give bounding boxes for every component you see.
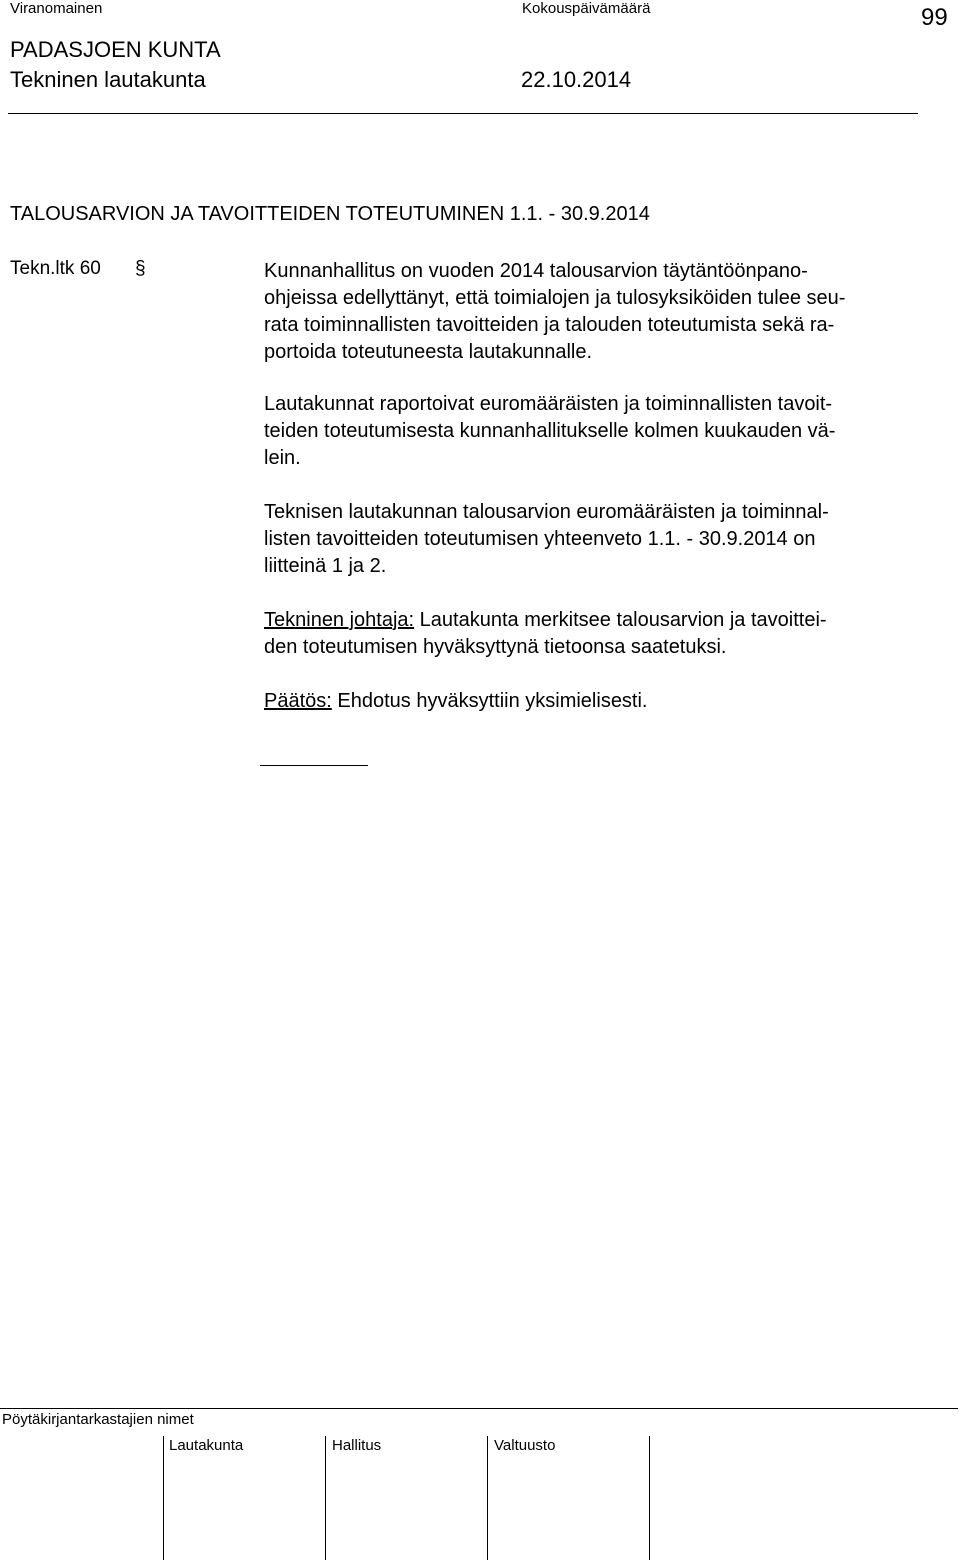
authority-label: Viranomainen	[10, 0, 103, 17]
footer-divider	[163, 1436, 164, 1560]
paragraph-line: ohjeissa edellyttänyt, että toimialojen ja tulosyksiköiden tulee seu-	[264, 287, 846, 309]
paragraph-2	[264, 391, 936, 472]
reviewers-label: Pöytäkirjantarkastajien nimet	[2, 1411, 194, 1428]
paragraph-1	[264, 258, 936, 366]
paragraph-line: liitteinä 1 ja 2.	[264, 555, 387, 577]
footer-col-lautakunta: Lautakunta	[169, 1437, 244, 1454]
footer-col-hallitus: Hallitus	[332, 1437, 382, 1454]
paragraph-line: Lautakunnat raportoivat euromääräisten ja toiminnallisten tavoit-	[264, 393, 833, 415]
paragraph-line: den toteutumisen hyväksyttynä tietoonsa saatetuksi.	[264, 636, 727, 658]
section-ref-text: Tekn.ltk 60	[10, 258, 101, 279]
decision-text: Ehdotus hyväksyttiin yksimielisesti.	[331, 690, 648, 712]
end-rule	[260, 765, 368, 766]
paragraph-line: lein.	[264, 447, 301, 469]
meeting-date: 22.10.2014	[521, 67, 632, 92]
page-title: TALOUSARVION JA TAVOITTEIDEN TOTEUTUMINEN 1.1. - 30.9.2014	[10, 203, 650, 225]
decision-label: Päätös:	[264, 690, 332, 712]
paragraph-line: listen tavoitteiden toteutumisen yhteenveto 1.1. - 30.9.2014 on	[264, 528, 816, 550]
footer-col-valtuusto: Valtuusto	[494, 1437, 556, 1454]
proposal-text: Lautakunta merkitsee talousarvion ja tavoittei-	[414, 609, 827, 631]
paragraph-3	[264, 499, 936, 580]
paragraph-line: Kunnanhallitus on vuoden 2014 talousarvion täytäntöönpano-	[264, 260, 808, 282]
paragraph-line: rata toiminnallisten tavoitteiden ja talouden toteutumista sekä ra-	[264, 314, 835, 336]
paragraph-line: portoida toteutuneesta lautakunnalle.	[264, 341, 593, 363]
footer-divider	[649, 1436, 650, 1560]
committee-name: Tekninen lautakunta	[10, 67, 206, 92]
page-number: 99	[921, 4, 948, 31]
paragraph-line: Teknisen lautakunnan talousarvion euromääräisten ja toiminnal-	[264, 501, 829, 523]
footer-divider	[487, 1436, 488, 1560]
paragraph-decision	[264, 688, 936, 715]
paragraph-line: teiden toteutumisesta kunnanhallitukselle kolmen kuukauden vä-	[264, 420, 836, 442]
organization-name: PADASJOEN KUNTA	[10, 37, 221, 62]
header-rule	[8, 113, 918, 114]
paragraph-line	[264, 607, 936, 634]
section-symbol: §	[135, 258, 146, 279]
proposer-label: Tekninen johtaja:	[264, 609, 415, 631]
footer-rule	[0, 1408, 958, 1409]
paragraph-proposal	[264, 607, 936, 661]
footer-divider	[325, 1436, 326, 1560]
meeting-date-label: Kokouspäivämäärä	[522, 0, 651, 17]
paragraph-line	[264, 688, 936, 715]
section-ref	[10, 258, 146, 280]
